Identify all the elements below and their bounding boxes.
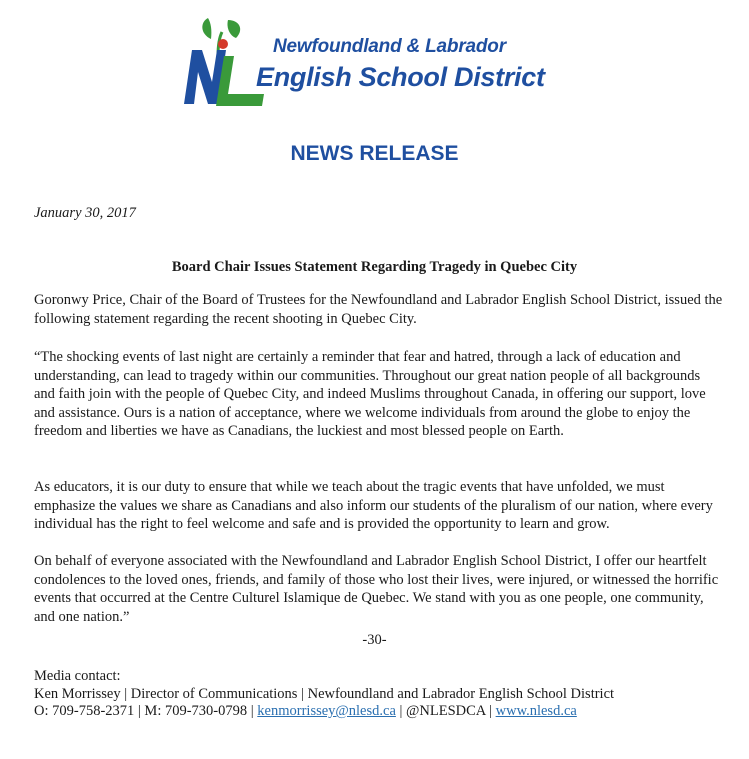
release-date: January 30, 2017 <box>34 205 136 221</box>
nl-logo-mark-icon <box>178 12 268 112</box>
end-mark: -30- <box>362 632 387 648</box>
logo-apple <box>218 39 228 49</box>
contact-name-title: Ken Morrissey | Director of Communications | Newfoundland and Labrador English School District <box>34 685 615 702</box>
contact-twitter: @NLESDCA <box>406 703 486 719</box>
logo-leaf-left <box>202 18 211 39</box>
paragraph-intro: Goronwy Price, Chair of the Board of Trustees for the Newfoundland and Labrador English School District, issued the following statement regarding the recent shooting in Quebec City. <box>34 292 723 327</box>
contact-phones: O: 709-758-2371 | M: 709-730-0798 | <box>34 703 254 719</box>
headline: Board Chair Issues Statement Regarding Tragedy in Quebec City <box>171 259 578 275</box>
org-name-line2: English School District <box>256 62 545 92</box>
contact-label: Media contact: <box>34 668 121 684</box>
contact-email-link[interactable]: kenmorrissey@nlesd.ca <box>257 703 396 719</box>
contact-separator: | <box>399 703 403 719</box>
logo-leaf-right <box>227 20 240 38</box>
paragraph-statement-1: “The shocking events of last night are certainly a reminder that fear and hatred, through a lack of education and understanding, can lead to tragedy within our communities. Throughout our great nation people of all backgrounds and faith join with the people of Quebec City, and indeed Muslims throughout Canada, in offering our support, love and assistance. Ours is a nation of acceptance, where we welcome individuals from around the globe to enjoy the freedom and liberties we have as Canadians, the luckiest and most blessed people on Earth. <box>34 349 706 439</box>
release-title: NEWS RELEASE <box>290 142 459 165</box>
district-logo <box>178 12 568 112</box>
paragraph-statement-3: On behalf of everyone associated with the Newfoundland and Labrador English School District, I offer our heartfelt condolences to the loved ones, friends, and family of those who lost their lives, were injured, or witnessed the horrific events that occurred at the Centre Culturel Islamique de Quebec. We stand with you as one people, one community, and one nation.” <box>34 553 719 625</box>
org-name-line1: Newfoundland & Labrador <box>273 36 506 57</box>
contact-details <box>34 703 734 721</box>
contact-website-link[interactable]: www.nlesd.ca <box>495 703 577 719</box>
contact-separator: | <box>489 703 492 719</box>
paragraph-statement-2: As educators, it is our duty to ensure that while we teach about the tragic events that have unfolded, we must emphasize the values we share as Canadians and also inform our students of the pluralism of our nation, where every individual has the right to feel welcome and safe and is provided the opportunity to learn and grow. <box>34 479 713 532</box>
media-contact <box>34 668 734 721</box>
